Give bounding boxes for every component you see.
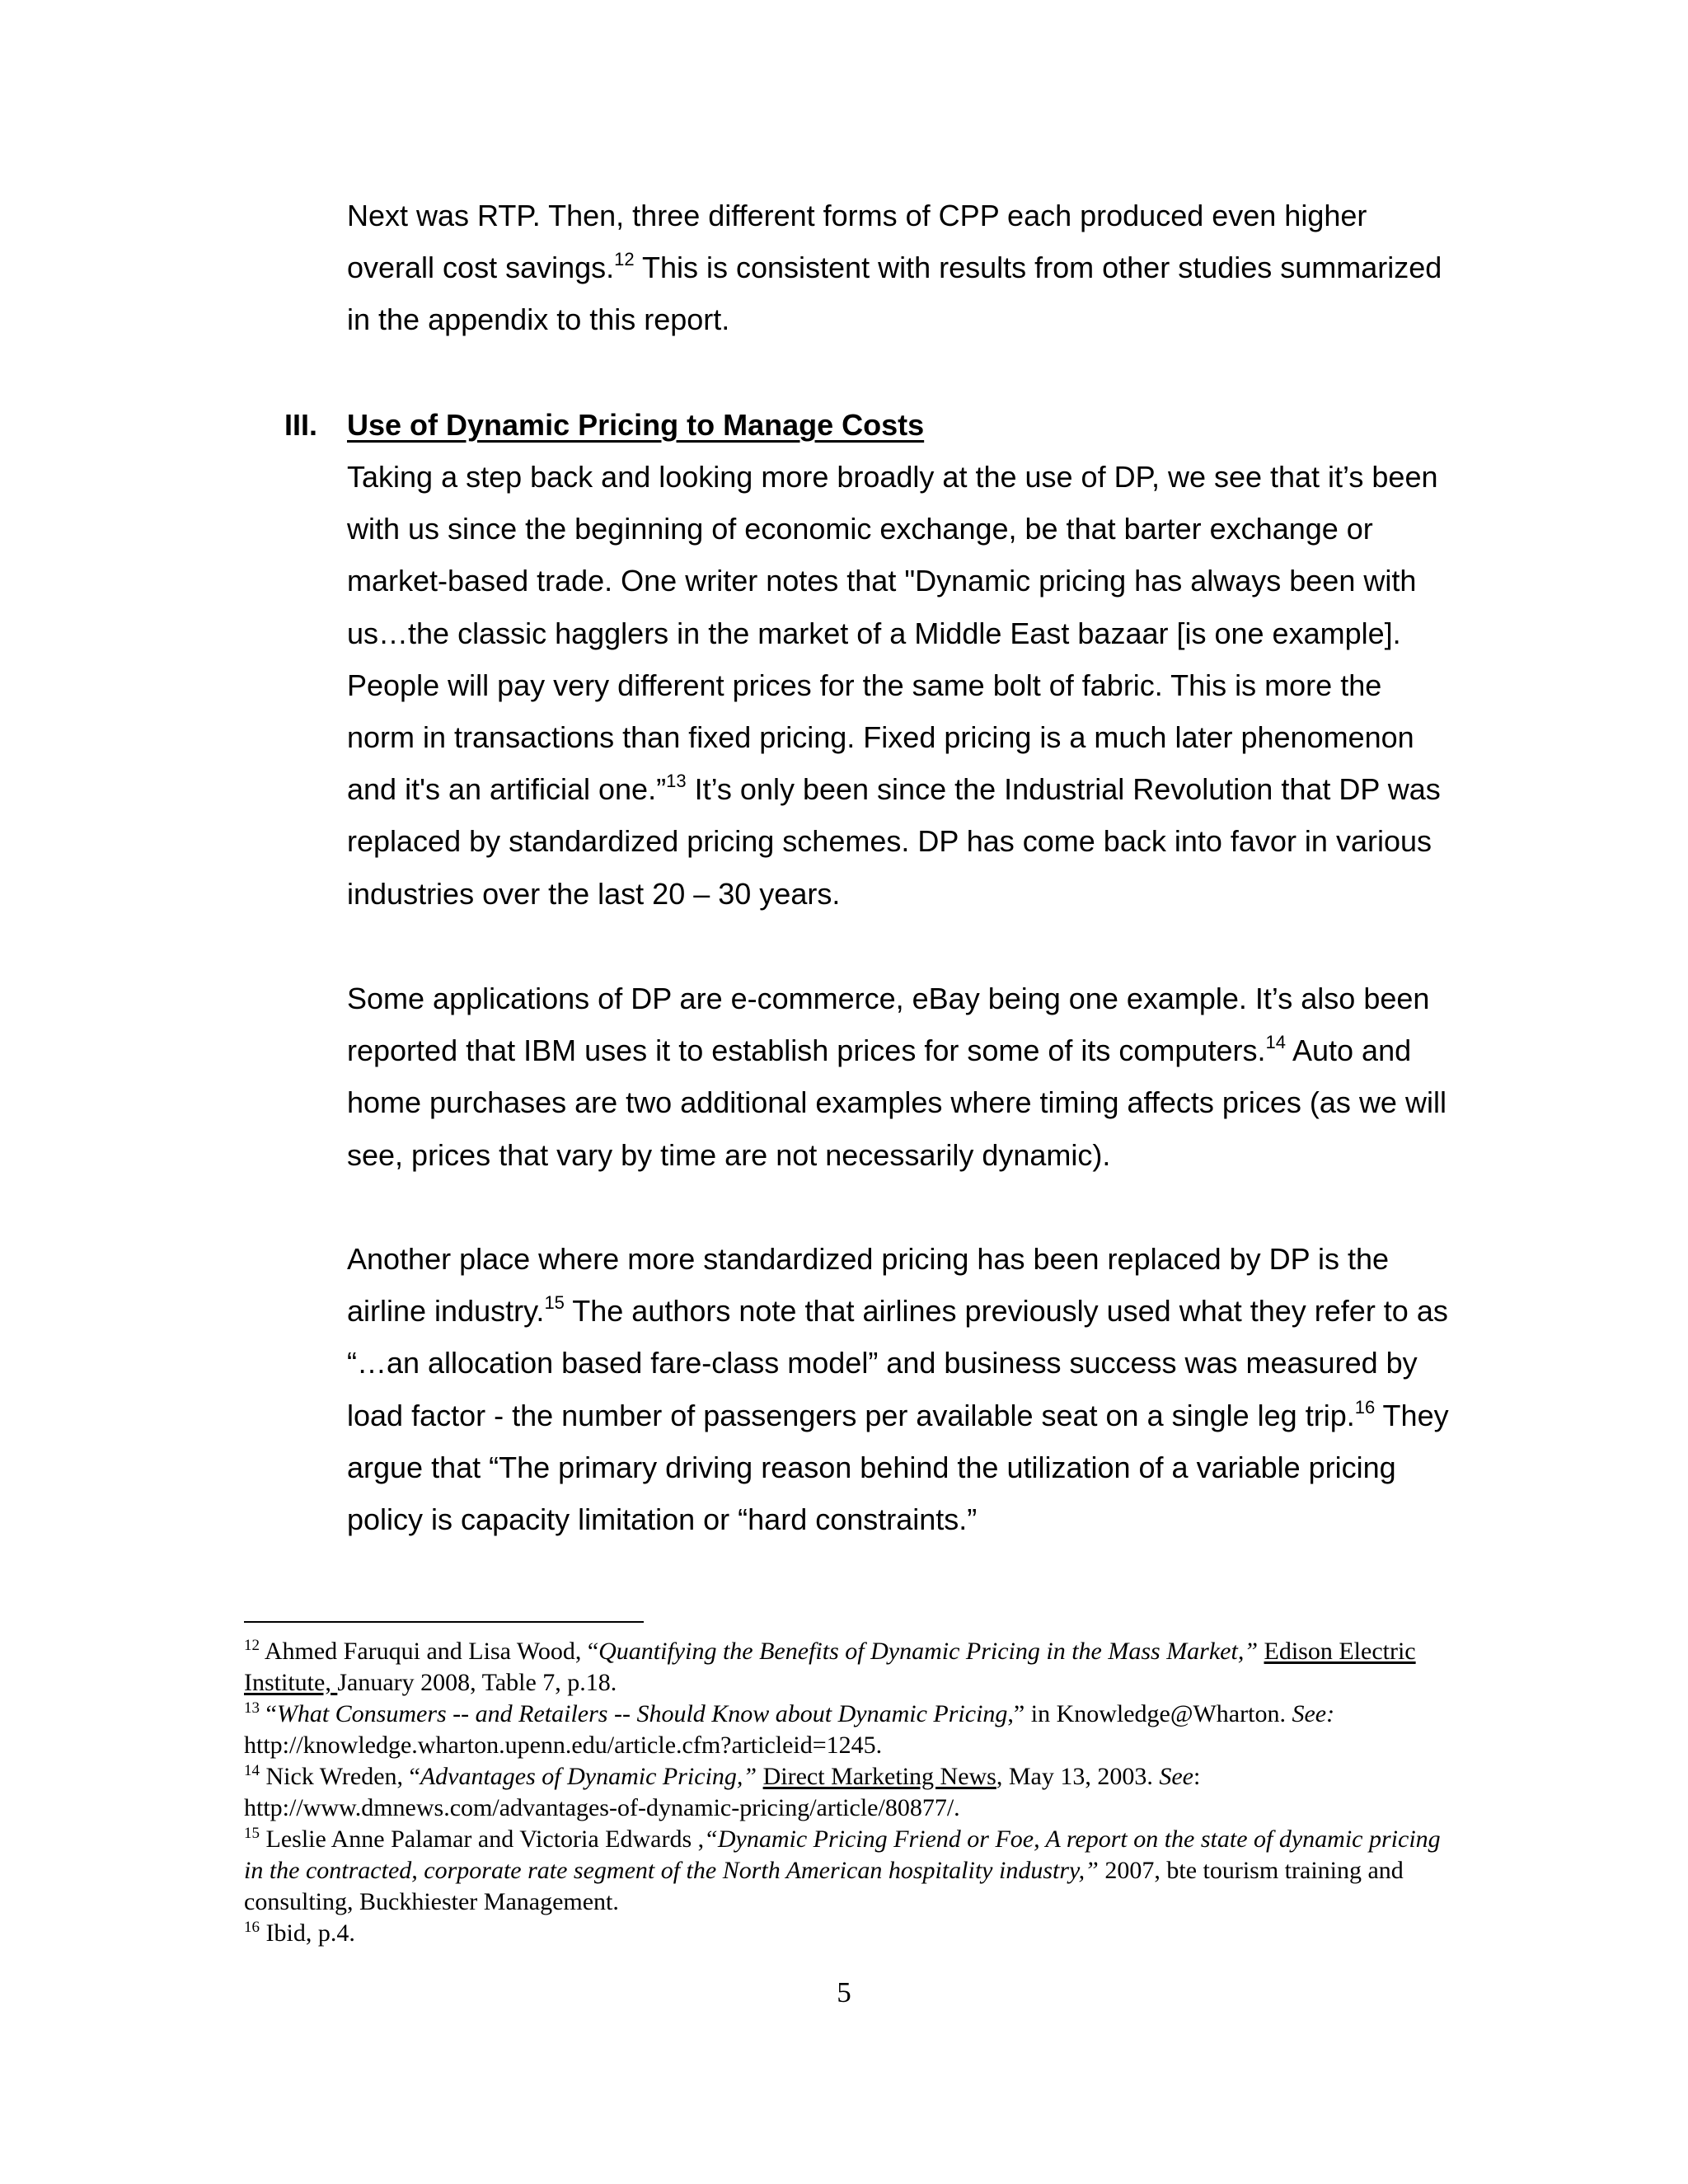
footnote-number: 12: [244, 1637, 260, 1654]
airline-paragraph: [347, 1233, 1451, 1545]
footnote-12: [244, 1636, 1456, 1699]
footnote-text: [1258, 1638, 1264, 1665]
footnote-14: [244, 1761, 1456, 1824]
section-title: Use of Dynamic Pricing to Manage Costs: [347, 408, 925, 442]
page-number: 5: [837, 1976, 851, 2008]
airline-text-continued: The authors note that airlines previously used what they refer to as “…an allocation based fare-class model” and business success was measured by load factor - the number of passengers per available seat on a single leg trip.: [347, 1294, 1448, 1432]
history-text-continued: It’s only been since the Industrial Revolution that DP was replaced by standardized pricing schemes. DP has come back into favor in various industries over the last 20 – 30 years.: [347, 772, 1441, 911]
footnote-text: [757, 1763, 763, 1790]
footnote-text: , May 13, 2003.: [996, 1763, 1160, 1790]
footnote-url[interactable]: : http://www.dmnews.com/advantages-of-dynamic-pricing/article/80877/.: [244, 1763, 1201, 1821]
footnote-number: 15: [244, 1825, 260, 1842]
footnote-title: Advantages of Dynamic Pricing,”: [420, 1763, 757, 1790]
airline-text-end: They argue that “The primary driving reason behind the utilization of a variable pricing policy is capacity limitation or “hard constraints.”: [347, 1398, 1449, 1537]
footnote-number: 13: [244, 1699, 260, 1717]
footnote-title: Quantifying the Benefits of Dynamic Pricing in the Mass Market,”: [598, 1638, 1259, 1665]
footnote-ref-16[interactable]: 16: [1354, 1396, 1376, 1418]
applications-text-continued: Auto and home purchases are two additional examples where timing affects prices (as we will see, prices that vary by time are not necessarily dynamic).: [347, 1033, 1447, 1172]
intro-paragraph: [347, 190, 1451, 346]
footnote-see: See:: [1292, 1700, 1335, 1727]
history-text: Taking a step back and looking more broadly at the use of DP, we see that it’s been with us since the beginning of economic exchange, be that barter exchange or market-based trade. One writer notes that "Dynamic pricing has always been with us…the classic hagglers in the market of a Middle East bazaar [is one example]. People will pay very different prices for the same bolt of fabric. This is more the norm in transactions than fixed pricing. Fixed pricing is a much later phenomenon and it's an artificial one.”: [347, 460, 1438, 807]
footnote-text: January 2008, Table 7, p.18.: [337, 1669, 617, 1696]
footnote-text: Ibid, p.4.: [260, 1919, 355, 1947]
footnote-ref-13[interactable]: 13: [666, 771, 687, 792]
footnote-text: Leslie Anne Palamar and Victoria Edwards ,: [260, 1825, 705, 1853]
footnote-16: [244, 1918, 1456, 1949]
footnote-title: What Consumers -- and Retailers -- Should Know about Dynamic Pricing: [276, 1700, 1008, 1727]
footnote-text: 2007, bte tourism training and consulting, Buckhiester Management.: [244, 1857, 1404, 1915]
section-heading: [284, 399, 924, 451]
footnote-text: ,” in Knowledge@Wharton.: [1007, 1700, 1292, 1727]
footnote-13: [244, 1699, 1456, 1761]
footnote-title: “Dynamic Pricing Friend or Foe, A report on the state of dynamic pricing in the contracted, corporate rate segment of the North American hospitality industry,”: [244, 1825, 1441, 1884]
footnote-ref-12[interactable]: 12: [614, 249, 635, 270]
footnote-15: [244, 1824, 1456, 1918]
footnote-number: 16: [244, 1919, 260, 1936]
section-numeral: III.: [284, 408, 318, 442]
footnote-text: Nick Wreden, “: [260, 1763, 420, 1790]
footnote-ref-14[interactable]: 14: [1265, 1032, 1286, 1053]
footnote-text: “: [260, 1700, 277, 1727]
footnote-separator: [244, 1621, 644, 1623]
applications-text: Some applications of DP are e-commerce, eBay being one example. It’s also been reported that IBM uses it to establish prices for some of its computers.: [347, 982, 1430, 1068]
footnote-see: See: [1159, 1763, 1193, 1790]
footnote-url[interactable]: http://knowledge.wharton.upenn.edu/article.cfm?articleid=1245.: [244, 1732, 883, 1759]
intro-text-continued: This is consistent with results from other studies summarized in the appendix to this report.: [347, 251, 1442, 337]
footnote-text: Ahmed Faruqui and Lisa Wood, “: [260, 1638, 599, 1665]
applications-paragraph: [347, 972, 1451, 1181]
footnotes: [244, 1636, 1456, 1949]
intro-text: Next was RTP. Then, three different forms of CPP each produced even higher overall cost savings.: [347, 199, 1367, 285]
airline-text: Another place where more standardized pricing has been replaced by DP is the airline industry.: [347, 1242, 1390, 1329]
history-paragraph: [347, 451, 1451, 920]
footnote-number: 14: [244, 1762, 260, 1779]
footnote-ref-15[interactable]: 15: [544, 1292, 565, 1314]
footnote-publisher: Direct Marketing News: [762, 1763, 996, 1790]
footnote-publisher: Edison Electric Institute,: [244, 1638, 1416, 1696]
